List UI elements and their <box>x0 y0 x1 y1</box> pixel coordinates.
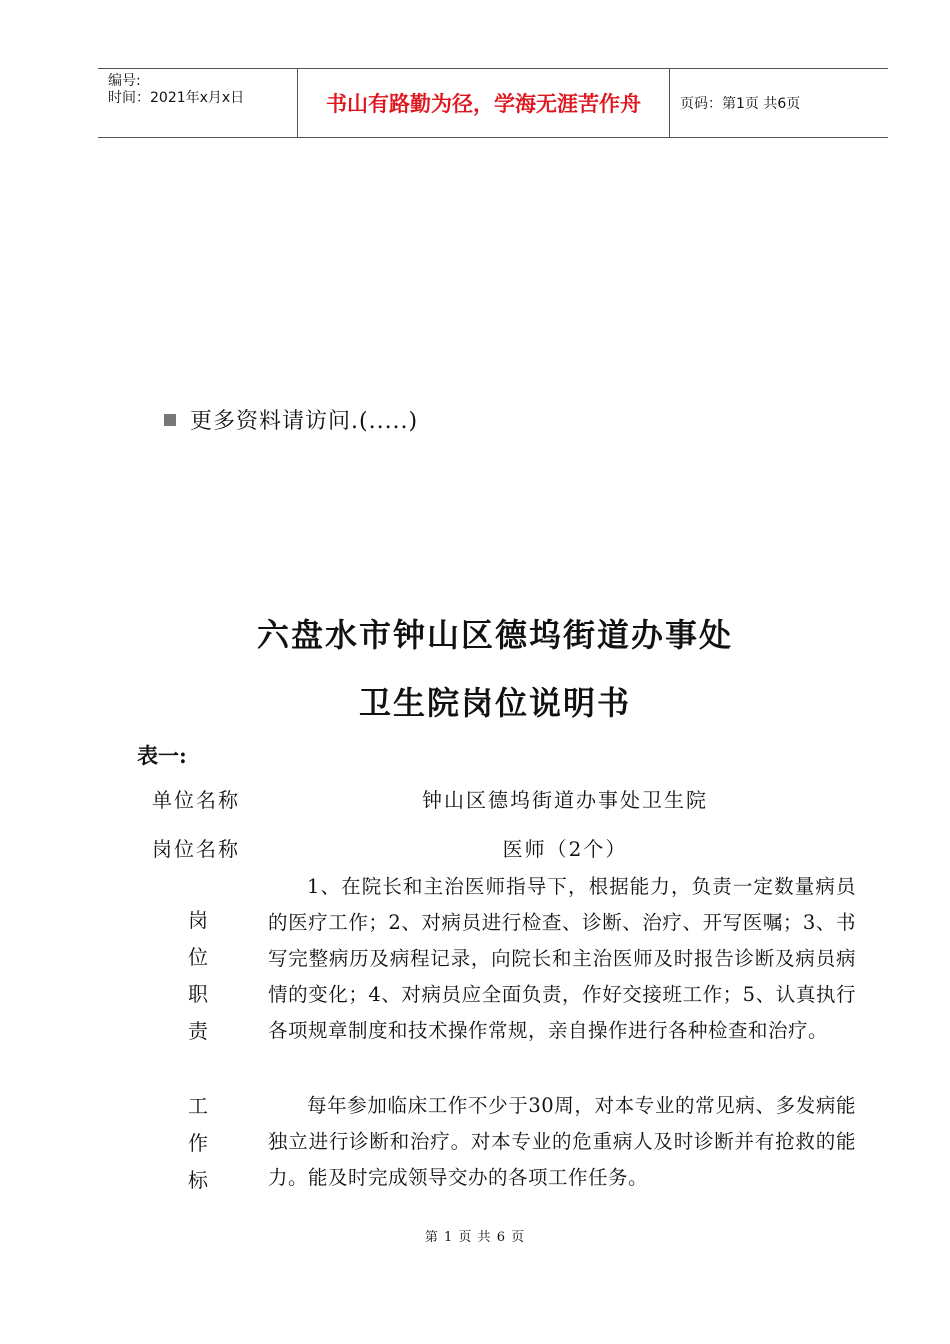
work-standard-label-char: 标 <box>188 1168 208 1192</box>
header-motto: 书山有路勤为径，学海无涯苦作舟 <box>298 69 670 137</box>
position-name-label: 岗位名称 <box>152 837 240 861</box>
work-standard-text: 每年参加临床工作不少于30周，对本专业的常见病、多发病能独立进行诊断和治疗。对本专业的危重病人及时诊断并有抢救的能力。能及时完成领导交办的各项工作任务。 <box>268 1094 856 1189</box>
duties-text: 1、在院长和主治医师指导下，根据能力，负责一定数量病员的医疗工作；2、对病员进行检查、诊断、治疗、开写医嘱；3、书写完整病历及病程记录，向院长和主治医师及时报告诊断及病员病情的变化；4、对病员应全面负责，作好交接班工作；5、认真执行各项规章制度和技术操作常规，亲自操作进行各种检查和治疗。 <box>268 875 856 1042</box>
document-title-line1: 六盘水市钟山区德坞街道办事处 <box>256 616 733 654</box>
duties-label <box>186 902 210 1050</box>
page-footer: 第 1 页 共 6 页 <box>424 1230 526 1245</box>
unit-name-value: 钟山区德坞街道办事处卫生院 <box>422 788 708 812</box>
unit-name-label: 单位名称 <box>152 788 240 812</box>
work-standard-label-char: 工 <box>188 1094 208 1118</box>
duties-label-char: 责 <box>188 1019 208 1043</box>
duties-label-char: 位 <box>188 945 208 969</box>
header-meta <box>98 69 298 137</box>
doc-number-label: 编号: <box>108 73 141 89</box>
document-title-line2: 卫生院岗位说明书 <box>358 684 631 722</box>
notice-text: 更多资料请访问.(.....) <box>190 409 419 434</box>
table-label: 表一: <box>137 743 187 768</box>
page-header <box>98 68 888 138</box>
work-standard-label <box>186 1088 210 1199</box>
duties-label-char: 职 <box>188 982 208 1006</box>
work-standard-label-char: 作 <box>188 1131 208 1155</box>
notice-line <box>164 404 418 435</box>
position-name-value: 医师（2个） <box>502 837 628 861</box>
time-label: 时间：2021年x月x日 <box>108 90 245 106</box>
duties-label-char: 岗 <box>188 908 208 932</box>
square-bullet-icon <box>164 414 176 426</box>
header-page-info: 页码：第1页 共6页 <box>680 96 801 112</box>
